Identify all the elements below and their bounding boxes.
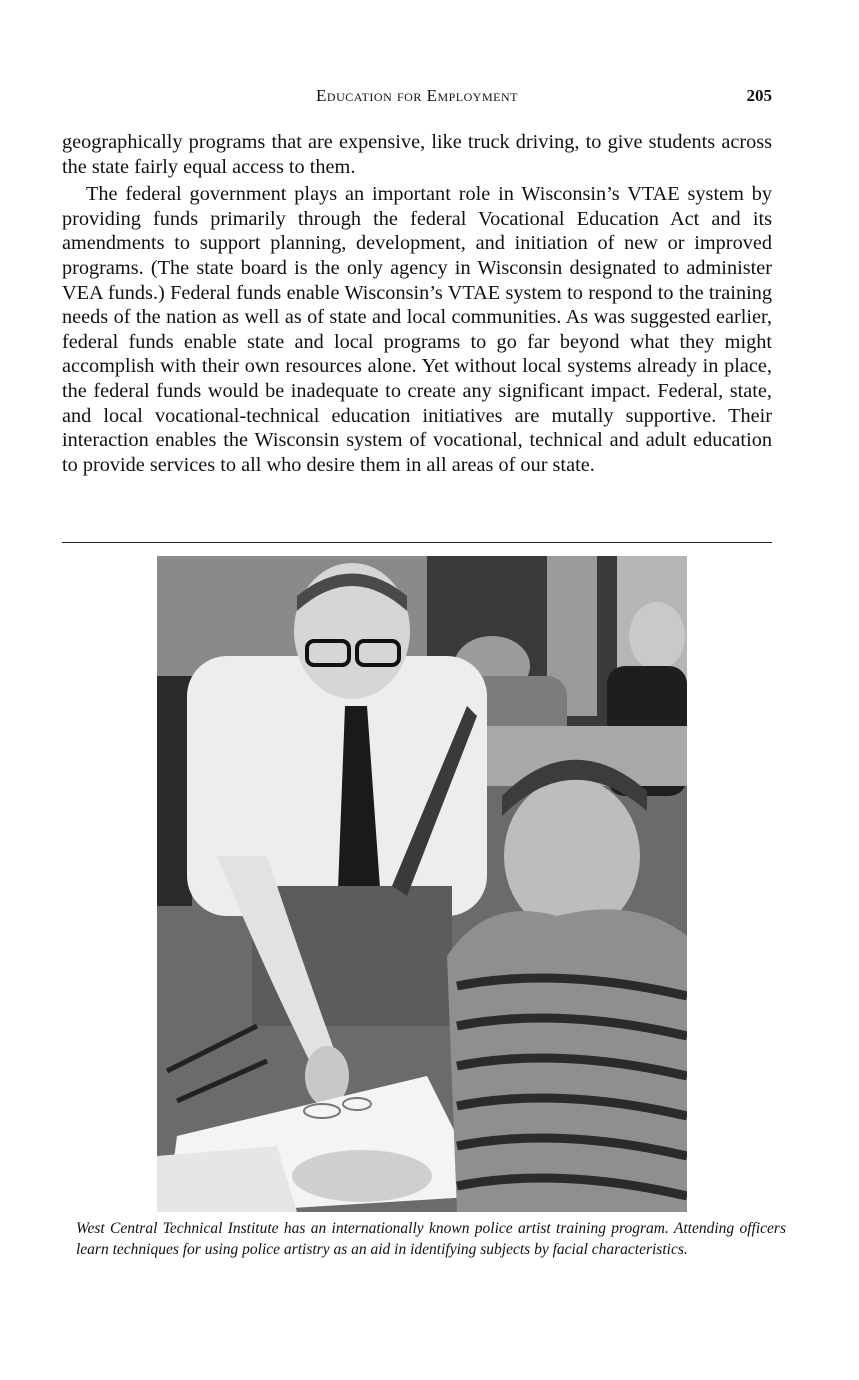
page-header (62, 86, 772, 114)
figure-photo (157, 556, 687, 1212)
page-number: 205 (746, 86, 772, 105)
paragraph-2: The federal government plays an important role in Wisconsin’s VTAE system by providing funds primarily through the federal Vocational Education Act and its amendments to support planning, development, and initiation of new or improved programs. (The state board is the only agency in Wisconsin designated to administer VEA funds.) Federal funds enable Wisconsin’s VTAE system to respond to the training needs of the nation as well as of state and local communities. As was suggested earlier, federal funds enable state and local programs to go far beyond what they might accomplish with their own resources alone. Yet without local systems already in place, the federal funds would be inadequate to create any significant impact. Federal, state, and local vocational-technical education initiatives are mutally supportive. Their interaction enables the Wisconsin system of vocational, technical and adult education to provide services to all who desire them in all areas of our state. (62, 183, 772, 476)
figure-caption: West Central Technical Institute has an internationally known police artist training program. Attending officers learn techniques for using police artistry as an aid in identifying subjects by facial characteristics. (76, 1220, 786, 1258)
chair-left (157, 676, 192, 906)
section-divider (62, 542, 772, 543)
photo-illustration (157, 556, 687, 1212)
body-text (62, 130, 772, 477)
sketch-sheet (157, 1146, 297, 1212)
running-head: Education for Employment (316, 86, 518, 105)
student-right-head (629, 602, 685, 670)
officer-hand (292, 1150, 432, 1202)
paragraph-1: geographically programs that are expensive, like truck driving, to give students across the state fairly equal access to them. (62, 131, 772, 178)
